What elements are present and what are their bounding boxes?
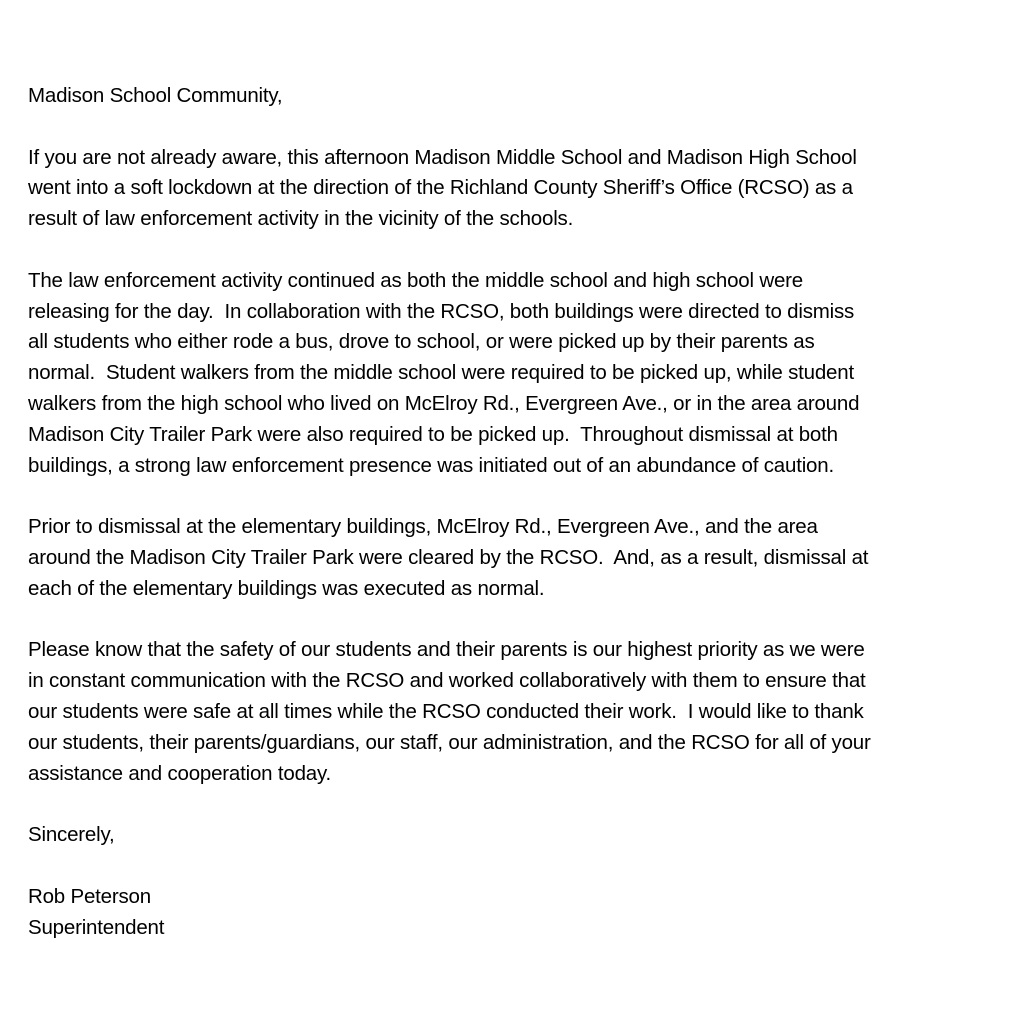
signer-name: Rob Peterson bbox=[28, 884, 151, 908]
paragraph-gap bbox=[28, 789, 1018, 820]
paragraph-line: assistance and cooperation today. bbox=[28, 761, 332, 785]
paragraph-2 bbox=[28, 266, 1018, 482]
paragraph-line: Madison City Trailer Park were also required to be picked up. Throughout dismissal at both bbox=[28, 422, 838, 446]
paragraph-3 bbox=[28, 512, 1018, 604]
letter-body bbox=[28, 81, 1018, 943]
paragraph-4 bbox=[28, 635, 1018, 789]
signer-title: Superintendent bbox=[28, 915, 165, 939]
paragraph-gap bbox=[28, 851, 1018, 882]
paragraph-gap bbox=[28, 235, 1018, 266]
paragraph-line: walkers from the high school who lived on McElroy Rd., Evergreen Ave., or in the area around bbox=[28, 391, 860, 415]
paragraph-line: releasing for the day. In collaboration with the RCSO, both buildings were directed to dismiss bbox=[28, 299, 855, 323]
paragraph-gap bbox=[28, 605, 1018, 636]
paragraph-line: result of law enforcement activity in the vicinity of the schools. bbox=[28, 207, 574, 231]
paragraph-line: all students who either rode a bus, drove to school, or were picked up by their parents as bbox=[28, 330, 815, 354]
paragraph-gap bbox=[28, 481, 1018, 512]
paragraph-line: buildings, a strong law enforcement presence was initiated out of an abundance of caution. bbox=[28, 453, 834, 477]
paragraph-line: Please know that the safety of our students and their parents is our highest priority as we were bbox=[28, 638, 865, 662]
paragraph-line: went into a soft lockdown at the direction of the Richland County Sheriff’s Office (RCSO) as a bbox=[28, 176, 853, 200]
paragraph-line: normal. Student walkers from the middle school were required to be picked up, while student bbox=[28, 361, 854, 385]
paragraph-1 bbox=[28, 143, 1018, 235]
paragraph-line: in constant communication with the RCSO and worked collaboratively with them to ensure that bbox=[28, 669, 866, 693]
paragraph-line: Prior to dismissal at the elementary buildings, McElroy Rd., Evergreen Ave., and the area bbox=[28, 515, 818, 539]
paragraph-line: around the Madison City Trailer Park were cleared by the RCSO. And, as a result, dismissal at bbox=[28, 545, 869, 569]
paragraph-line: our students were safe at all times while the RCSO conducted their work. I would like to thank bbox=[28, 699, 864, 723]
paragraph-line: If you are not already aware, this afternoon Madison Middle School and Madison High School bbox=[28, 145, 857, 169]
salutation: Madison School Community, bbox=[28, 84, 283, 107]
paragraph-line: each of the elementary buildings was executed as normal. bbox=[28, 576, 545, 600]
paragraph-line: The law enforcement activity continued as both the middle school and high school were bbox=[28, 268, 803, 292]
closing: Sincerely, bbox=[28, 823, 115, 847]
paragraph-gap bbox=[28, 112, 1018, 143]
paragraph-line: our students, their parents/guardians, our staff, our administration, and the RCSO for all of your bbox=[28, 730, 871, 754]
